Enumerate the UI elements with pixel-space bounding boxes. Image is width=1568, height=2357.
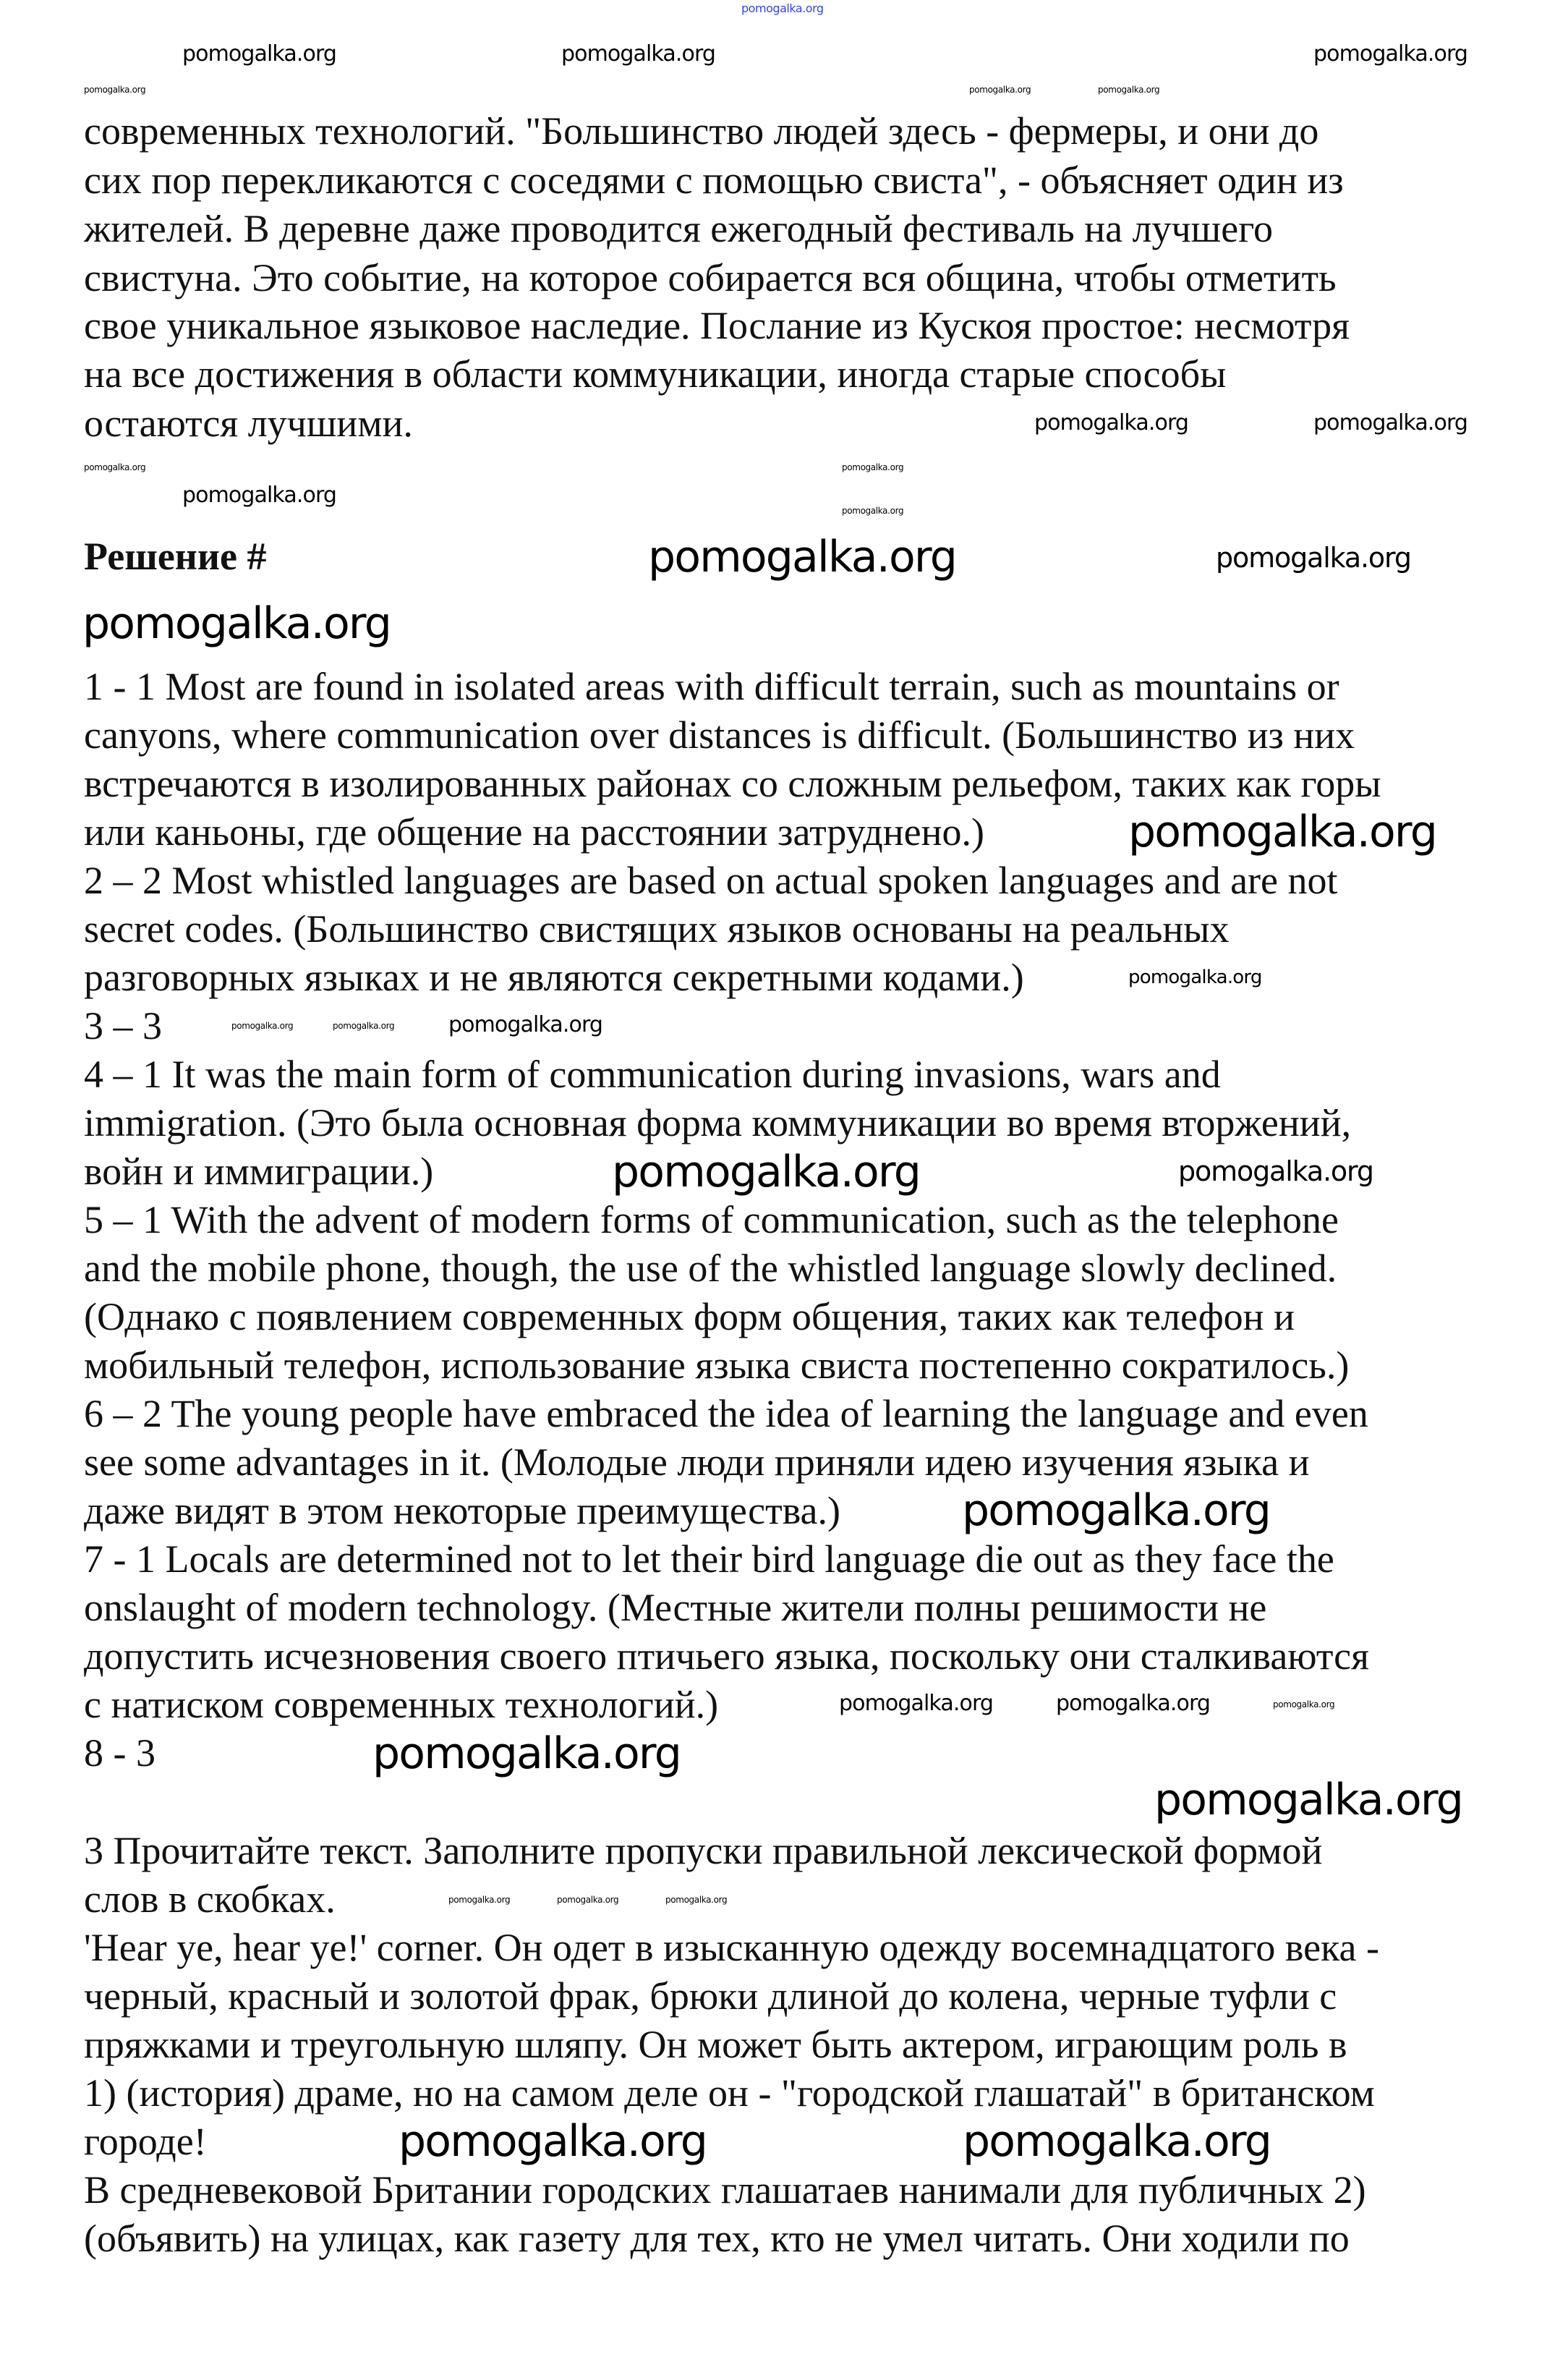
watermark: pomogalka.org: [182, 41, 337, 67]
text-line: городе!: [84, 2120, 207, 2163]
watermark: pomogalka.org: [842, 506, 904, 516]
watermark: pomogalka.org: [1154, 1775, 1463, 1825]
watermark: pomogalka.org: [1313, 41, 1468, 67]
text-line: 3 – 3: [84, 1004, 162, 1048]
text-line: 8 - 3: [84, 1731, 155, 1775]
text-line: and the mobile phone, though, the use of the whistled language slowly declined.: [84, 1247, 1337, 1290]
watermark: pomogalka.org: [84, 85, 146, 95]
watermark: pomogalka.org: [1098, 85, 1160, 95]
text-line: пряжками и треугольную шляпу. Он может быть актером, играющим роль в: [84, 2023, 1347, 2066]
text-line: войн и иммиграции.): [84, 1150, 434, 1193]
watermark: pomogalka.org: [969, 85, 1031, 95]
text-line: допустить исчезновения своего птичьего языка, поскольку они сталкиваются: [84, 1634, 1369, 1678]
text-line: (Однако с появлением современных форм общения, таких как телефон и: [84, 1295, 1295, 1338]
watermark: pomogalka.org: [648, 532, 957, 582]
text-line: 3 Прочитайте текст. Заполните пропуски правильной лексической формой: [84, 1829, 1323, 1872]
text-line: мобильный телефон, использование языка свиста постепенно сократилось.): [84, 1343, 1350, 1387]
text-line: сих пор перекликаются с соседями с помощью свиста", - объясняет один из: [84, 158, 1344, 202]
text-line: 5 – 1 With the advent of modern forms of communication, such as the telephone: [84, 1198, 1339, 1241]
watermark: pomogalka.org: [561, 41, 716, 67]
text-line: даже видят в этом некоторые преимущества.): [84, 1489, 840, 1532]
text-line: secret codes. (Большинство свистящих языков основаны на реальных: [84, 907, 1230, 951]
solution-heading: Решение #: [84, 535, 267, 578]
text-line: на все достижения в области коммуникации, иногда старые способы: [84, 352, 1227, 396]
watermark: pomogalka.org: [1034, 410, 1189, 436]
text-line: immigration. (Это была основная форма коммуникации во время вторжений,: [84, 1101, 1352, 1144]
text-line: черный, красный и золотой фрак, брюки длиной до колена, черные туфли с: [84, 1974, 1337, 2018]
watermark: pomogalka.org: [842, 462, 904, 472]
watermark: pomogalka.org: [399, 2116, 707, 2167]
watermark: pomogalka.org: [372, 1728, 681, 1779]
watermark: pomogalka.org: [557, 1895, 619, 1905]
watermark: pomogalka.org: [1273, 1699, 1335, 1710]
text-line: В средневековой Британии городских глашатаев нанимали для публичных 2): [84, 2168, 1366, 2212]
text-line: слов в скобках.: [84, 1877, 336, 1921]
watermark: pomogalka.org: [182, 483, 337, 508]
text-line: 4 – 1 It was the main form of communication during invasions, wars and: [84, 1053, 1221, 1096]
watermark: pomogalka.org: [1128, 967, 1262, 988]
watermark: pomogalka.org: [1178, 1155, 1373, 1187]
text-line: 1 - 1 Most are found in isolated areas with difficult terrain, such as mountains or: [84, 665, 1339, 708]
text-line: see some advantages in it. (Молодые люди приняли идею изучения языка и: [84, 1440, 1310, 1484]
watermark: pomogalka.org: [82, 598, 391, 649]
text-line: (объявить) на улицах, как газету для тех, кто не умел читать. Они ходили по: [84, 2217, 1350, 2260]
watermark: pomogalka.org: [963, 2116, 1271, 2167]
watermark: pomogalka.org: [839, 1691, 994, 1716]
watermark: pomogalka.org: [665, 1895, 728, 1905]
text-line: разговорных языках и не являются секретными кодами.): [84, 956, 1024, 999]
watermark: pomogalka.org: [1056, 1691, 1211, 1716]
text-line: 7 - 1 Locals are determined not to let their bird language die out as they face the: [84, 1537, 1334, 1581]
text-line: 2 – 2 Most whistled languages are based on actual spoken languages and are not: [84, 859, 1338, 902]
watermark: pomogalka.org: [612, 1147, 921, 1197]
watermark: pomogalka.org: [448, 1012, 603, 1037]
watermark: pomogalka.org: [741, 1, 824, 15]
text-line: или каньоны, где общение на расстоянии затруднено.): [84, 810, 984, 854]
watermark: pomogalka.org: [1216, 542, 1411, 574]
text-line: с натиском современных технологий.): [84, 1683, 719, 1726]
watermark: pomogalka.org: [1128, 807, 1437, 857]
watermark: pomogalka.org: [448, 1895, 511, 1905]
watermark: pomogalka.org: [333, 1021, 395, 1031]
text-line: onslaught of modern technology. (Местные жители полны решимости не: [84, 1586, 1267, 1629]
text-line: свистуна. Это событие, на которое собирается вся община, чтобы отметить: [84, 256, 1337, 300]
text-line: canyons, where communication over distances is difficult. (Большинство из них: [84, 713, 1355, 757]
text-line: 'Hear ye, hear ye!' corner. Он одет в изысканную одежду восемнадцатого века -: [84, 1926, 1379, 1969]
text-line: современных технологий. "Большинство людей здесь - фермеры, и они до: [84, 109, 1319, 153]
text-line: свое уникальное языковое наследие. Послание из Кускоя простое: несмотря: [84, 304, 1350, 347]
watermark: pomogalka.org: [1313, 410, 1468, 436]
watermark: pomogalka.org: [84, 462, 146, 472]
text-line: 1) (история) драме, но на самом деле он - "городской глашатай" в британском: [84, 2071, 1375, 2115]
text-line: остаются лучшими.: [84, 402, 413, 445]
text-line: 6 – 2 The young people have embraced the idea of learning the language and even: [84, 1392, 1368, 1435]
watermark: pomogalka.org: [231, 1021, 294, 1031]
text-line: встречаются в изолированных районах со сложным рельефом, таких как горы: [84, 762, 1381, 805]
text-line: жителей. В деревне даже проводится ежегодный фестиваль на лучшего: [84, 207, 1274, 250]
watermark: pomogalka.org: [962, 1485, 1271, 1536]
